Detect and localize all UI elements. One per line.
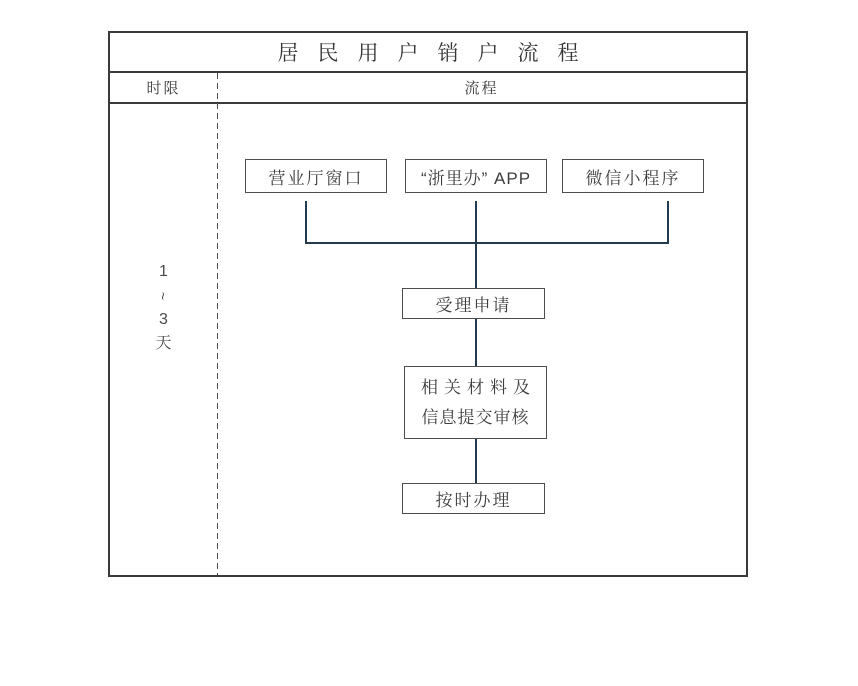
- connector-wechat-down: [667, 201, 669, 244]
- page-title: 居民用户销户流程: [277, 42, 598, 65]
- connector-merge-horizontal: [305, 242, 669, 244]
- step-label: 按时办理: [435, 491, 512, 510]
- step-label-line1: 相关材料及: [421, 377, 536, 397]
- channel-box-zheliban-app: [405, 159, 547, 193]
- process-header-label: 流程: [464, 80, 499, 97]
- time-limit-value: [110, 260, 217, 356]
- channel-label: 微信小程序: [585, 168, 681, 188]
- header-row: [110, 73, 746, 104]
- time-limit-line: 天: [155, 335, 172, 352]
- time-limit-line: 3: [159, 311, 168, 328]
- column-divider-dashed-line: [217, 73, 218, 575]
- flowchart: [217, 104, 746, 575]
- channel-label: “浙里办” APP: [420, 168, 532, 188]
- column-header-time-limit: [110, 73, 217, 102]
- connector-review-to-ontime: [475, 439, 477, 483]
- column-header-process: [217, 73, 746, 102]
- channel-box-wechat-mini-program: [562, 159, 704, 193]
- table-body: [110, 104, 746, 575]
- title-row: [110, 33, 746, 73]
- channel-label: 营业厅窗口: [268, 168, 364, 188]
- step-box-materials-review: [404, 366, 547, 439]
- channel-box-business-hall-window: [245, 159, 387, 193]
- process-table: [108, 31, 748, 577]
- step-box-accept-application: [402, 288, 545, 319]
- step-label-line2: 信息提交审核: [421, 407, 530, 427]
- connector-app-down: [475, 201, 477, 288]
- step-box-handle-on-time: [402, 483, 545, 514]
- time-limit-header-label: 时限: [146, 80, 181, 97]
- connector-hall-down: [305, 201, 307, 244]
- time-limit-line: 1: [159, 263, 168, 280]
- tilde-range-mark: ~: [155, 291, 172, 301]
- connector-accept-to-review: [475, 319, 477, 366]
- step-label: 受理申请: [435, 296, 512, 315]
